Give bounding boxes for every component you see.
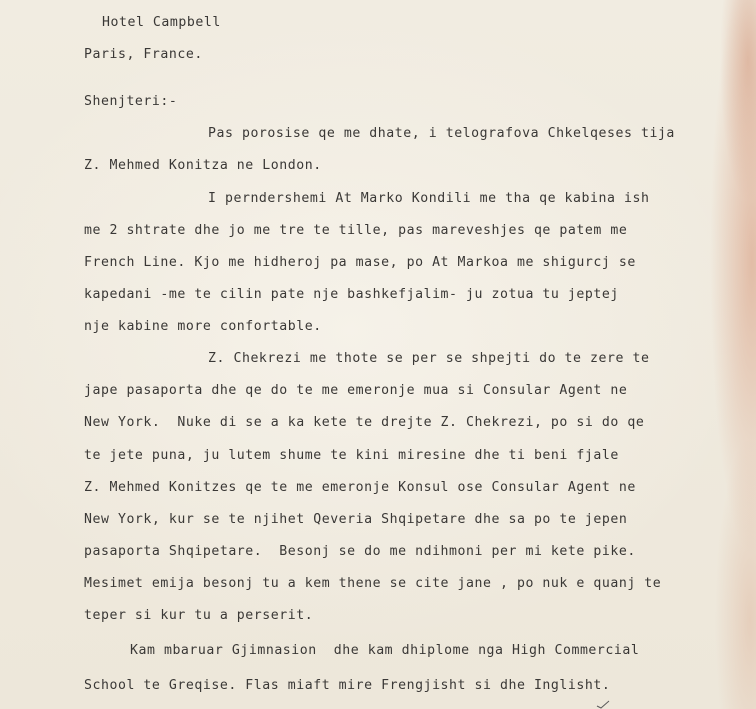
- text-line: teper si kur tu a perserit.: [84, 608, 314, 623]
- text-line: jape pasaporta dhe qe do te me emeronje mua si Consular Agent ne: [84, 383, 628, 398]
- address-hotel: Hotel Campbell: [102, 15, 221, 30]
- text-line: nje kabine more confortable.: [84, 319, 322, 334]
- text-line: me 2 shtrate dhe jo me tre te tille, pas mareveshjes qe patem me: [84, 223, 628, 238]
- text-line: Mesimet emija besonj tu a kem thene se cite jane , po nuk e quanj te: [84, 576, 662, 591]
- text-line: pasaporta Shqipetare. Besonj se do me ndihmoni per mi kete pike.: [84, 544, 636, 559]
- text-line: Z. Chekrezi me thote se per se shpejti do te zere te: [208, 351, 650, 366]
- text-line: New York, kur se te njihet Qeveria Shqipetare dhe sa po te jepen: [84, 512, 628, 527]
- text-line: te jete puna, ju lutem shume te kini miresine dhe ti beni fjale: [84, 448, 619, 463]
- pen-tick-mark: [596, 700, 610, 709]
- text-line: Kam mbaruar Gjimnasion dhe kam dhiplome nga High Commercial: [130, 643, 640, 658]
- text-line: Pas porosise qe me dhate, i telografova Chkelqeses tija: [208, 126, 675, 141]
- text-line: New York. Nuke di se a ka kete te drejte Z. Chekrezi, po si do qe: [84, 415, 645, 430]
- text-line: School te Greqise. Flas miaft mire Frengjisht si dhe Inglisht.: [84, 678, 611, 693]
- text-line: Z. Mehmed Konitzes qe te me emeronje Konsul ose Consular Agent ne: [84, 480, 636, 495]
- text-line: I perndershemi At Marko Kondili me tha qe kabina ish: [208, 191, 650, 206]
- salutation: Shenjteri:-: [84, 94, 178, 109]
- text-line: kapedani -me te cilin pate nje bashkefjalim- ju zotua tu jeptej: [84, 287, 619, 302]
- address-city: Paris, France.: [84, 47, 203, 62]
- text-line: Z. Mehmed Konitza ne London.: [84, 158, 322, 173]
- text-line: French Line. Kjo me hidheroj pa mase, po At Markoa me shigurcj se: [84, 255, 636, 270]
